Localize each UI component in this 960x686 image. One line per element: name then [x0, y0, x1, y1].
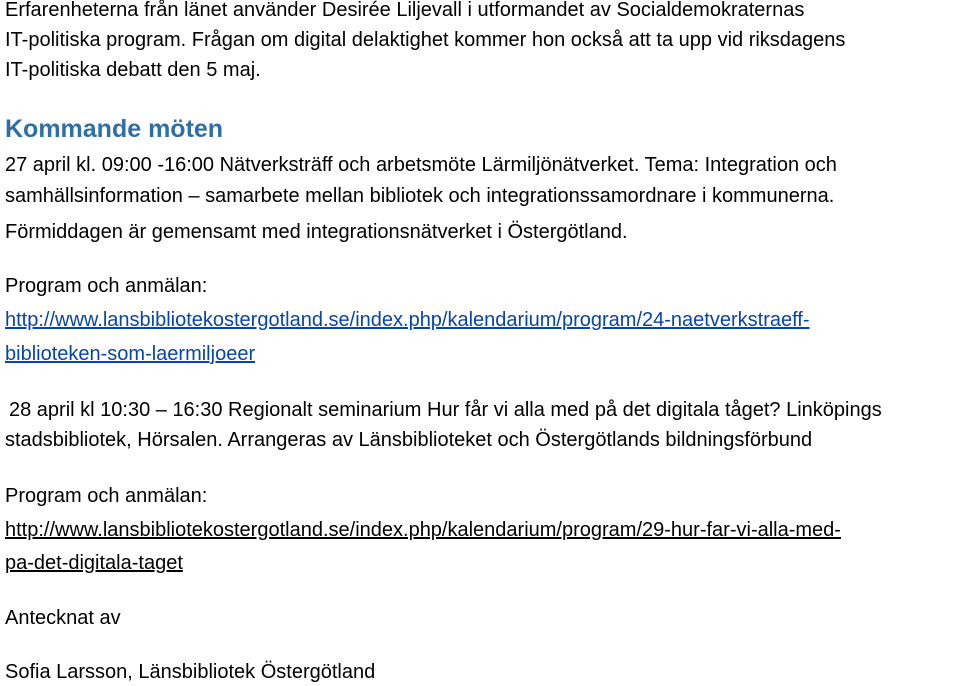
program-label-2: Program och anmälan:	[5, 485, 208, 507]
meeting1-line-1: 27 april kl. 09:00 -16:00 Nätverksträff och arbetsmöte Lärmiljönätverket. Tema: Integration och	[5, 154, 837, 176]
program-link-2-part-2[interactable]: pa-det-digitala-taget	[5, 552, 183, 574]
program-link-1-part-1[interactable]: http://www.lansbibliotekostergotland.se/index.php/kalendarium/program/24-naetverkstraeff-	[5, 309, 810, 331]
author-line: Sofia Larsson, Länsbibliotek Östergötland	[5, 661, 376, 683]
program-link-1-part-2[interactable]: biblioteken-som-laermiljoeer	[5, 343, 256, 365]
meeting1-line-3: Förmiddagen är gemensamt med integrationsnätverket i Östergötland.	[5, 221, 628, 243]
program-link-2-part-1[interactable]: http://www.lansbibliotekostergotland.se/index.php/kalendarium/program/29-hur-far-vi-alla-med-	[5, 519, 841, 541]
meeting2-line-2: stadsbibliotek, Hörsalen. Arrangeras av Länsbiblioteket och Östergötlands bildningsförbund	[5, 429, 813, 451]
meeting1-line-2: samhällsinformation – samarbete mellan bibliotek och integrationssamordnare i kommunerna.	[5, 185, 835, 207]
meeting2-line-1: 28 april kl 10:30 – 16:30 Regionalt seminarium Hur får vi alla med på det digitala tåget? Linköpings	[9, 399, 882, 421]
program-label-1: Program och anmälan:	[5, 275, 208, 297]
intro-line-2: IT-politiska program. Frågan om digital delaktighet kommer hon också att ta upp vid riksdagens	[5, 29, 846, 51]
notes-label: Antecknat av	[5, 607, 121, 629]
intro-line-1: Erfarenheterna från länet använder Desirée Liljevall i utformandet av Socialdemokraternas	[5, 0, 805, 21]
intro-line-3: IT-politiska debatt den 5 maj.	[5, 59, 261, 81]
section-heading: Kommande möten	[5, 115, 224, 143]
